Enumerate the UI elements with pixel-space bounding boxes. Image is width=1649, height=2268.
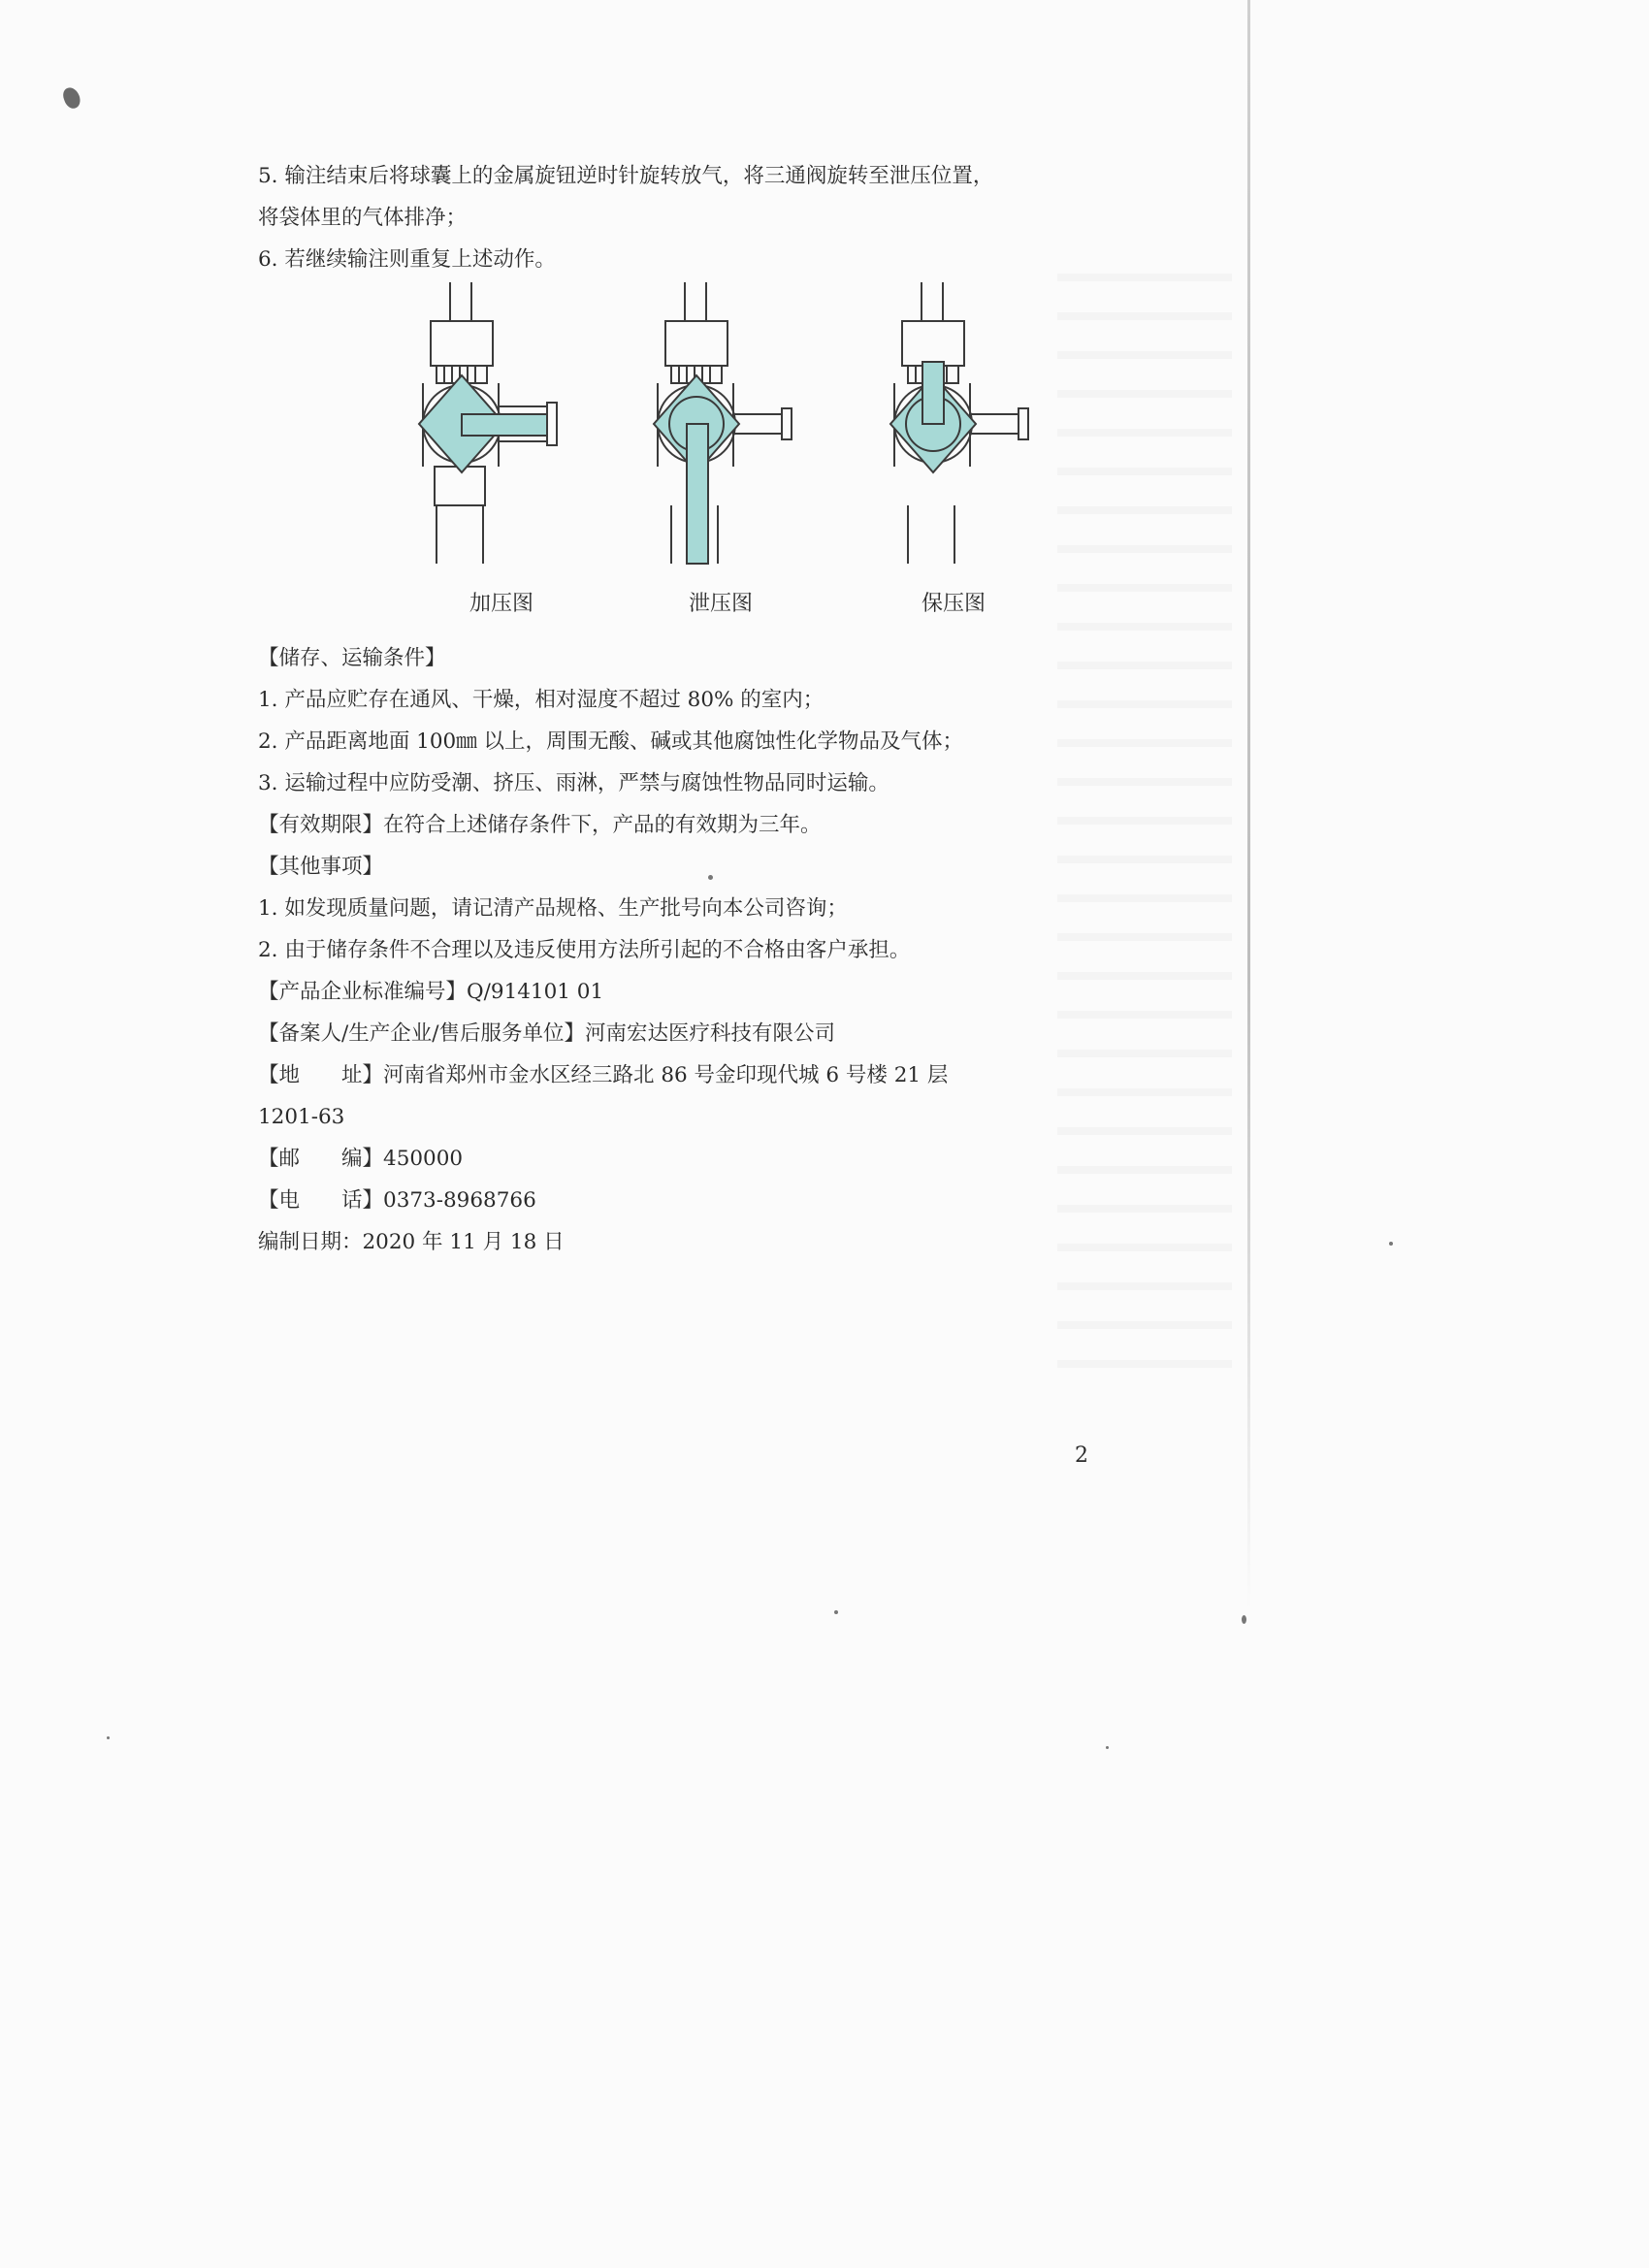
scan-speck	[107, 1736, 110, 1739]
storage-item: 2. 产品距离地面 100㎜ 以上，周围无酸、碱或其他腐蚀性化学物品及气体；	[258, 729, 964, 754]
standard-value: Q/914101 01	[467, 980, 604, 1004]
registrant-value: 河南宏达医疗科技有限公司	[585, 1021, 836, 1046]
registrant-label: 【备案人/生产企业/售后服务单位】	[258, 1021, 585, 1046]
address-label: 【地 址】	[258, 1063, 384, 1087]
instruction-step-5-cont: 将袋体里的气体排净；	[258, 206, 468, 230]
storage-item: 1. 产品应贮存在通风、干燥，相对湿度不超过 80% 的室内；	[258, 688, 824, 712]
validity-label: 【有效期限】	[258, 813, 384, 837]
standard-label: 【产品企业标准编号】	[258, 980, 468, 1004]
instruction-step-5: 5. 输注结束后将球囊上的金属旋钮逆时针旋转放气，将三通阀旋转至泄压位置，	[258, 164, 994, 188]
caption-release: 泄压图	[689, 592, 754, 616]
caption-pressurize: 加压图	[469, 592, 534, 616]
document-body	[258, 155, 1131, 1263]
valve-hold	[873, 282, 1048, 573]
valve-release-drawing	[636, 282, 811, 573]
page-number: 2	[1075, 1443, 1088, 1468]
storage-item: 3. 运输过程中应防受潮、挤压、雨淋，严禁与腐蚀性物品同时运输。	[258, 771, 889, 795]
other-item: 1. 如发现质量问题，请记清产品规格、生产批号向本公司咨询；	[258, 896, 848, 921]
postcode-value: 450000	[383, 1147, 464, 1171]
postcode-line	[258, 1138, 1131, 1180]
validity-text: 在符合上述储存条件下，产品的有效期为三年。	[383, 813, 822, 837]
valve-pressurize	[402, 282, 576, 573]
scan-speck	[1242, 1615, 1246, 1624]
storage-heading: 【储存、运输条件】	[258, 646, 446, 670]
address-continuation: 1201-63	[258, 1105, 345, 1129]
valve-diagram	[258, 282, 1131, 632]
phone-line	[258, 1180, 1131, 1221]
caption-hold: 保压图	[922, 592, 986, 616]
instruction-step-6: 6. 若继续输注则重复上述动作。	[258, 247, 556, 272]
scan-speck	[834, 1610, 838, 1614]
validity-line	[258, 804, 1131, 846]
other-heading: 【其他事项】	[258, 855, 384, 879]
postcode-label: 【邮 编】	[258, 1147, 384, 1171]
scan-speck	[1106, 1746, 1109, 1749]
phone-label: 【电 话】	[258, 1188, 384, 1213]
valve-pressurize-drawing	[402, 282, 576, 573]
scan-speck	[1389, 1242, 1393, 1246]
page-edge	[1247, 0, 1250, 1610]
registrant-line	[258, 1013, 1131, 1054]
valve-hold-drawing	[873, 282, 1048, 573]
compile-date: 编制日期：2020 年 11 月 18 日	[258, 1230, 565, 1254]
address-line	[258, 1054, 1131, 1096]
phone-value: 0373-8968766	[383, 1188, 536, 1213]
address-value: 河南省郑州市金水区经三路北 86 号金印现代城 6 号楼 21 层	[383, 1063, 949, 1087]
valve-release	[636, 282, 811, 573]
scan-blot	[61, 85, 83, 111]
other-item: 2. 由于储存条件不合理以及违反使用方法所引起的不合格由客户承担。	[258, 938, 911, 962]
standard-line	[258, 971, 1131, 1013]
